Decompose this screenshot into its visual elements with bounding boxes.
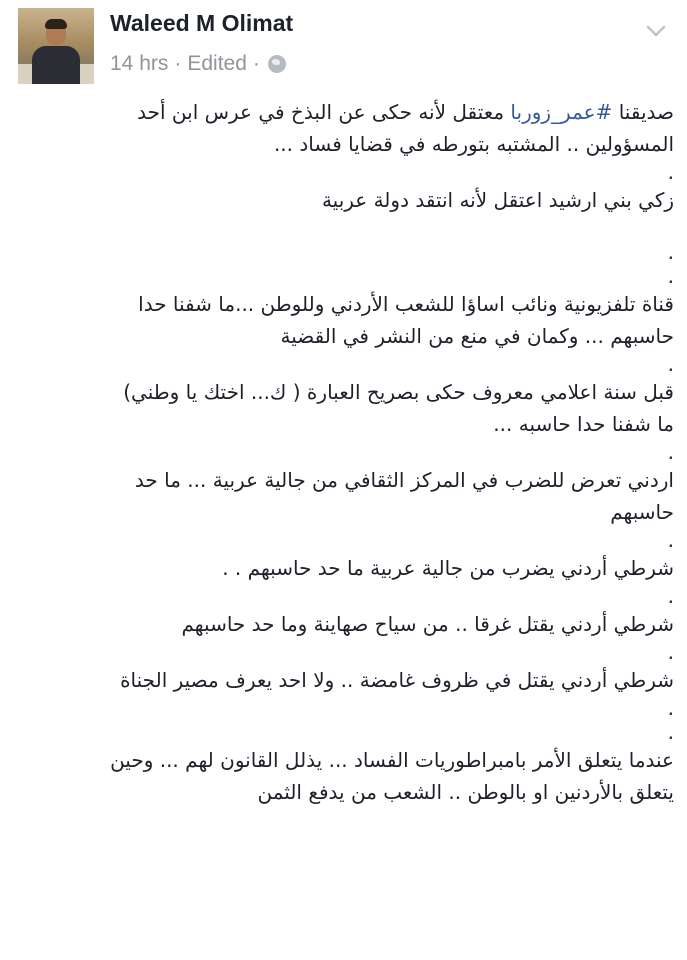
post-body <box>14 96 674 808</box>
meta-separator: · <box>252 52 260 75</box>
timestamp[interactable]: 14 hrs <box>110 52 169 75</box>
dot-separator: . <box>667 528 674 552</box>
post-meta <box>110 52 286 76</box>
post-line: حاسبهم <box>610 500 674 524</box>
dot-separator: . <box>667 440 674 464</box>
dot-separator: . <box>667 696 674 720</box>
avatar[interactable] <box>18 8 94 84</box>
post-line: صديقنا #عمر_زوربا معتقل لأنه حكى عن البذخ في عرس ابن أحد <box>137 100 674 124</box>
dot-separator: . <box>667 584 674 608</box>
dot-separator: . <box>667 640 674 664</box>
author-name[interactable]: Waleed M Olimat <box>110 10 294 36</box>
post-line: قبل سنة اعلامي معروف حكى بصريح العبارة ( ك... اختك يا وطني) <box>123 380 674 404</box>
avatar-photo-hair <box>45 19 67 29</box>
dot-separator: . <box>667 352 674 376</box>
avatar-photo-body <box>32 46 80 84</box>
post-line: قناة تلفزيونية ونائب اساؤا للشعب الأردني وللوطن ...ما شفنا حدا <box>138 292 674 316</box>
post-line: شرطي أردني يقتل في ظروف غامضة .. ولا احد يعرف مصير الجناة <box>120 668 674 692</box>
globe-icon[interactable] <box>268 55 286 73</box>
post-header <box>0 0 687 90</box>
post-line: ما شفنا حدا حاسبه ... <box>493 412 674 436</box>
hashtag-link[interactable]: #عمر_زوربا <box>510 100 613 124</box>
chevron-down-icon[interactable] <box>645 20 667 42</box>
dot-separator: . <box>667 240 674 264</box>
edited-label[interactable]: Edited <box>187 52 247 75</box>
dot-separator: . <box>667 160 674 184</box>
post-line: زكي بني ارشيد اعتقل لأنه انتقد دولة عربية <box>321 188 674 212</box>
dot-separator: . <box>667 720 674 744</box>
post-line: شرطي أردني يضرب من جالية عربية ما حد حاسبهم . . <box>222 556 674 580</box>
post-line: حاسبهم ... وكمان في منع من النشر في القضية <box>280 324 674 348</box>
meta-separator: · <box>174 52 182 75</box>
post-line: شرطي أردني يقتل غرقا .. من سياح صهاينة وما حد حاسبهم <box>181 612 674 636</box>
post-line: المسؤولين .. المشتبه بتورطه في قضايا فساد ... <box>273 132 674 156</box>
post-line: يتعلق بالأردنين او بالوطن .. الشعب من يدفع الثمن <box>257 780 674 804</box>
post-line: عندما يتعلق الأمر بامبراطوريات الفساد ... يذلل القانون لهم ... وحين <box>110 748 674 772</box>
post-line: اردني تعرض للضرب في المركز الثقافي من جالية عربية ... ما حد <box>134 468 674 492</box>
dot-separator: . <box>667 264 674 288</box>
